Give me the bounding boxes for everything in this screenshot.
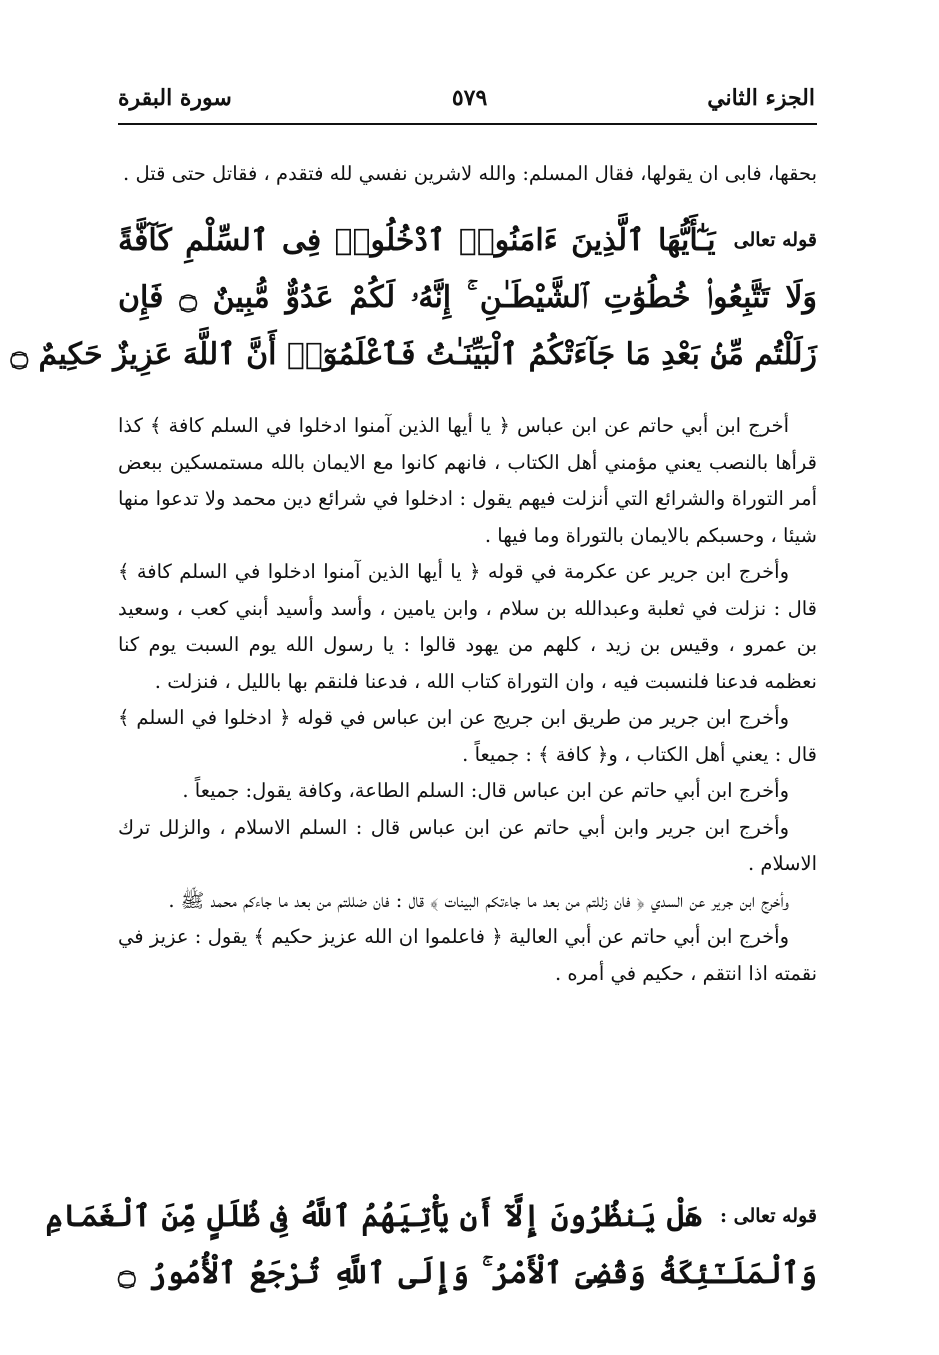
verse2-line-2 [118,1245,817,1302]
verse1-text-1: يَـٰٓأَيُّهَا ٱلَّذِينَ ءَامَنُوا۟ ٱدْخُلُوا۟ فِى ٱلسِّلْمِ كَآفَّةً [118,223,716,258]
verse1-line-1 [118,212,817,269]
verse2-line-1 [45,1188,817,1245]
verse2-lead: قوله تعالى : [720,1205,817,1227]
paragraph-7: وأخرج ابن أبي حاتم عن أبي العالية ﴿ فاعلموا ان الله عزيز حكيم ﴾ يقول : عزيز في نقمته اذا انتقم ، حكيم في أمره . [118,925,817,985]
paragraph-1: أخرج ابن أبي حاتم عن ابن عباس ﴿ يا أيها الذين آمنوا ادخلوا في السلم كافة ﴾ كذا قرأها بالنصب يعني مؤمني أهل الكتاب ، فانهم كانوا مع الايمان بالله مستمسكين ببعض أمر التوراة والشرائع التي أنزلت فيهم يقول : ادخلوا في شرائع دين محمد ولا تدعوا منها شيئا ، وحسبكم بالايمان بالتوراة وما فيها . [118,414,817,547]
verse2-text-1: هَلْ يَنظُرُونَ إِلَّآ أَن يَأْتِيَهُمُ ٱللَّهُ فِى ظُلَلٍ مِّنَ ٱلْغَمَامِ [45,1199,702,1234]
commentary [118,408,817,992]
verse-block-1 [10,212,817,383]
paragraph-5: وأخرج ابن جرير وابن أبي حاتم عن ابن عباس قال : السلم الاسلام ، والزلل ترك الاسلام . [118,815,817,875]
paragraph-2: وأخرج ابن جرير عن عكرمة في قوله ﴿ يا أيها الذين آمنوا ادخلوا في السلم كافة ﴾ قال : نزلت في ثعلبة وعبدالله بن سلام ، وابن يامين ، وأسد وأسيد أبني كعب ، وسعيد بن عمرو ، وقيس بن زيد ، كلهم من يهود قالوا : يا رسول الله يوم السبت يوم كنا نعظمه فدعنا فلنسبت فيه ، وان التوراة كتاب الله ، فدعنا فلنقم بها بالليل ، فنزلت . [118,560,817,693]
verse1-text-3: زَلَلْتُم مِّنۢ بَعْدِ مَا جَآءَتْكُمُ ٱلْبَيِّنَـٰتُ فَٱعْلَمُوٓا۟ أَنَّ ٱللَّهَ عَزِيزٌ حَكِيمٌ ۝ [10,337,817,372]
verse2-text-2: وَٱلْمَلَـٰٓئِكَةُ وَقُضِىَ ٱلْأَمْرُ ۚ وَإِلَى ٱللَّهِ تُرْجَعُ ٱلْأُمُورُ ۝ [118,1256,817,1291]
intro-text [118,156,817,193]
intro-line: بحقها، فابى ان يقولها، فقال المسلم: والله لاشرين نفسي لله فتقدم ، فقاتل حتى قتل . [123,162,817,185]
verse-block-2 [45,1188,817,1302]
verse1-line-2 [118,269,817,326]
verse1-line-3 [10,326,817,383]
verse1-lead: قوله تعالى [733,229,817,251]
part-label: الجزء الثاني [707,85,815,111]
surah-label: سورة البقرة [118,85,232,111]
verse1-text-2: وَلَا تَتَّبِعُوا۟ خُطُوَٰتِ ٱلشَّيْطَـٰنِ ۚ إِنَّهُۥ لَكُمْ عَدُوٌّ مُّبِينٌ ۝ فَإِن [118,280,817,315]
paragraph-4: وأخرج ابن أبي حاتم عن ابن عباس قال: السلم الطاعة، وكافة يقول: جميعاً . [182,779,789,802]
paragraph-6: وأخرج ابن جرير عن السدي ﴿ فان زللتم من بعد ما جاءتكم البينات ﴾ قال : فان ضللتم من بعد ما جاءكم محمد ﷺ . [168,888,789,912]
page-number: ٥٧٩ [451,85,488,111]
page-header [118,78,815,118]
paragraph-3: وأخرج ابن جرير من طريق ابن جريج عن ابن عباس في قوله ﴿ ادخلوا في السلم ﴾ قال : يعني أهل الكتاب ، و﴿ كافة ﴾ : جميعاً . [118,706,817,766]
header-rule [118,123,817,125]
